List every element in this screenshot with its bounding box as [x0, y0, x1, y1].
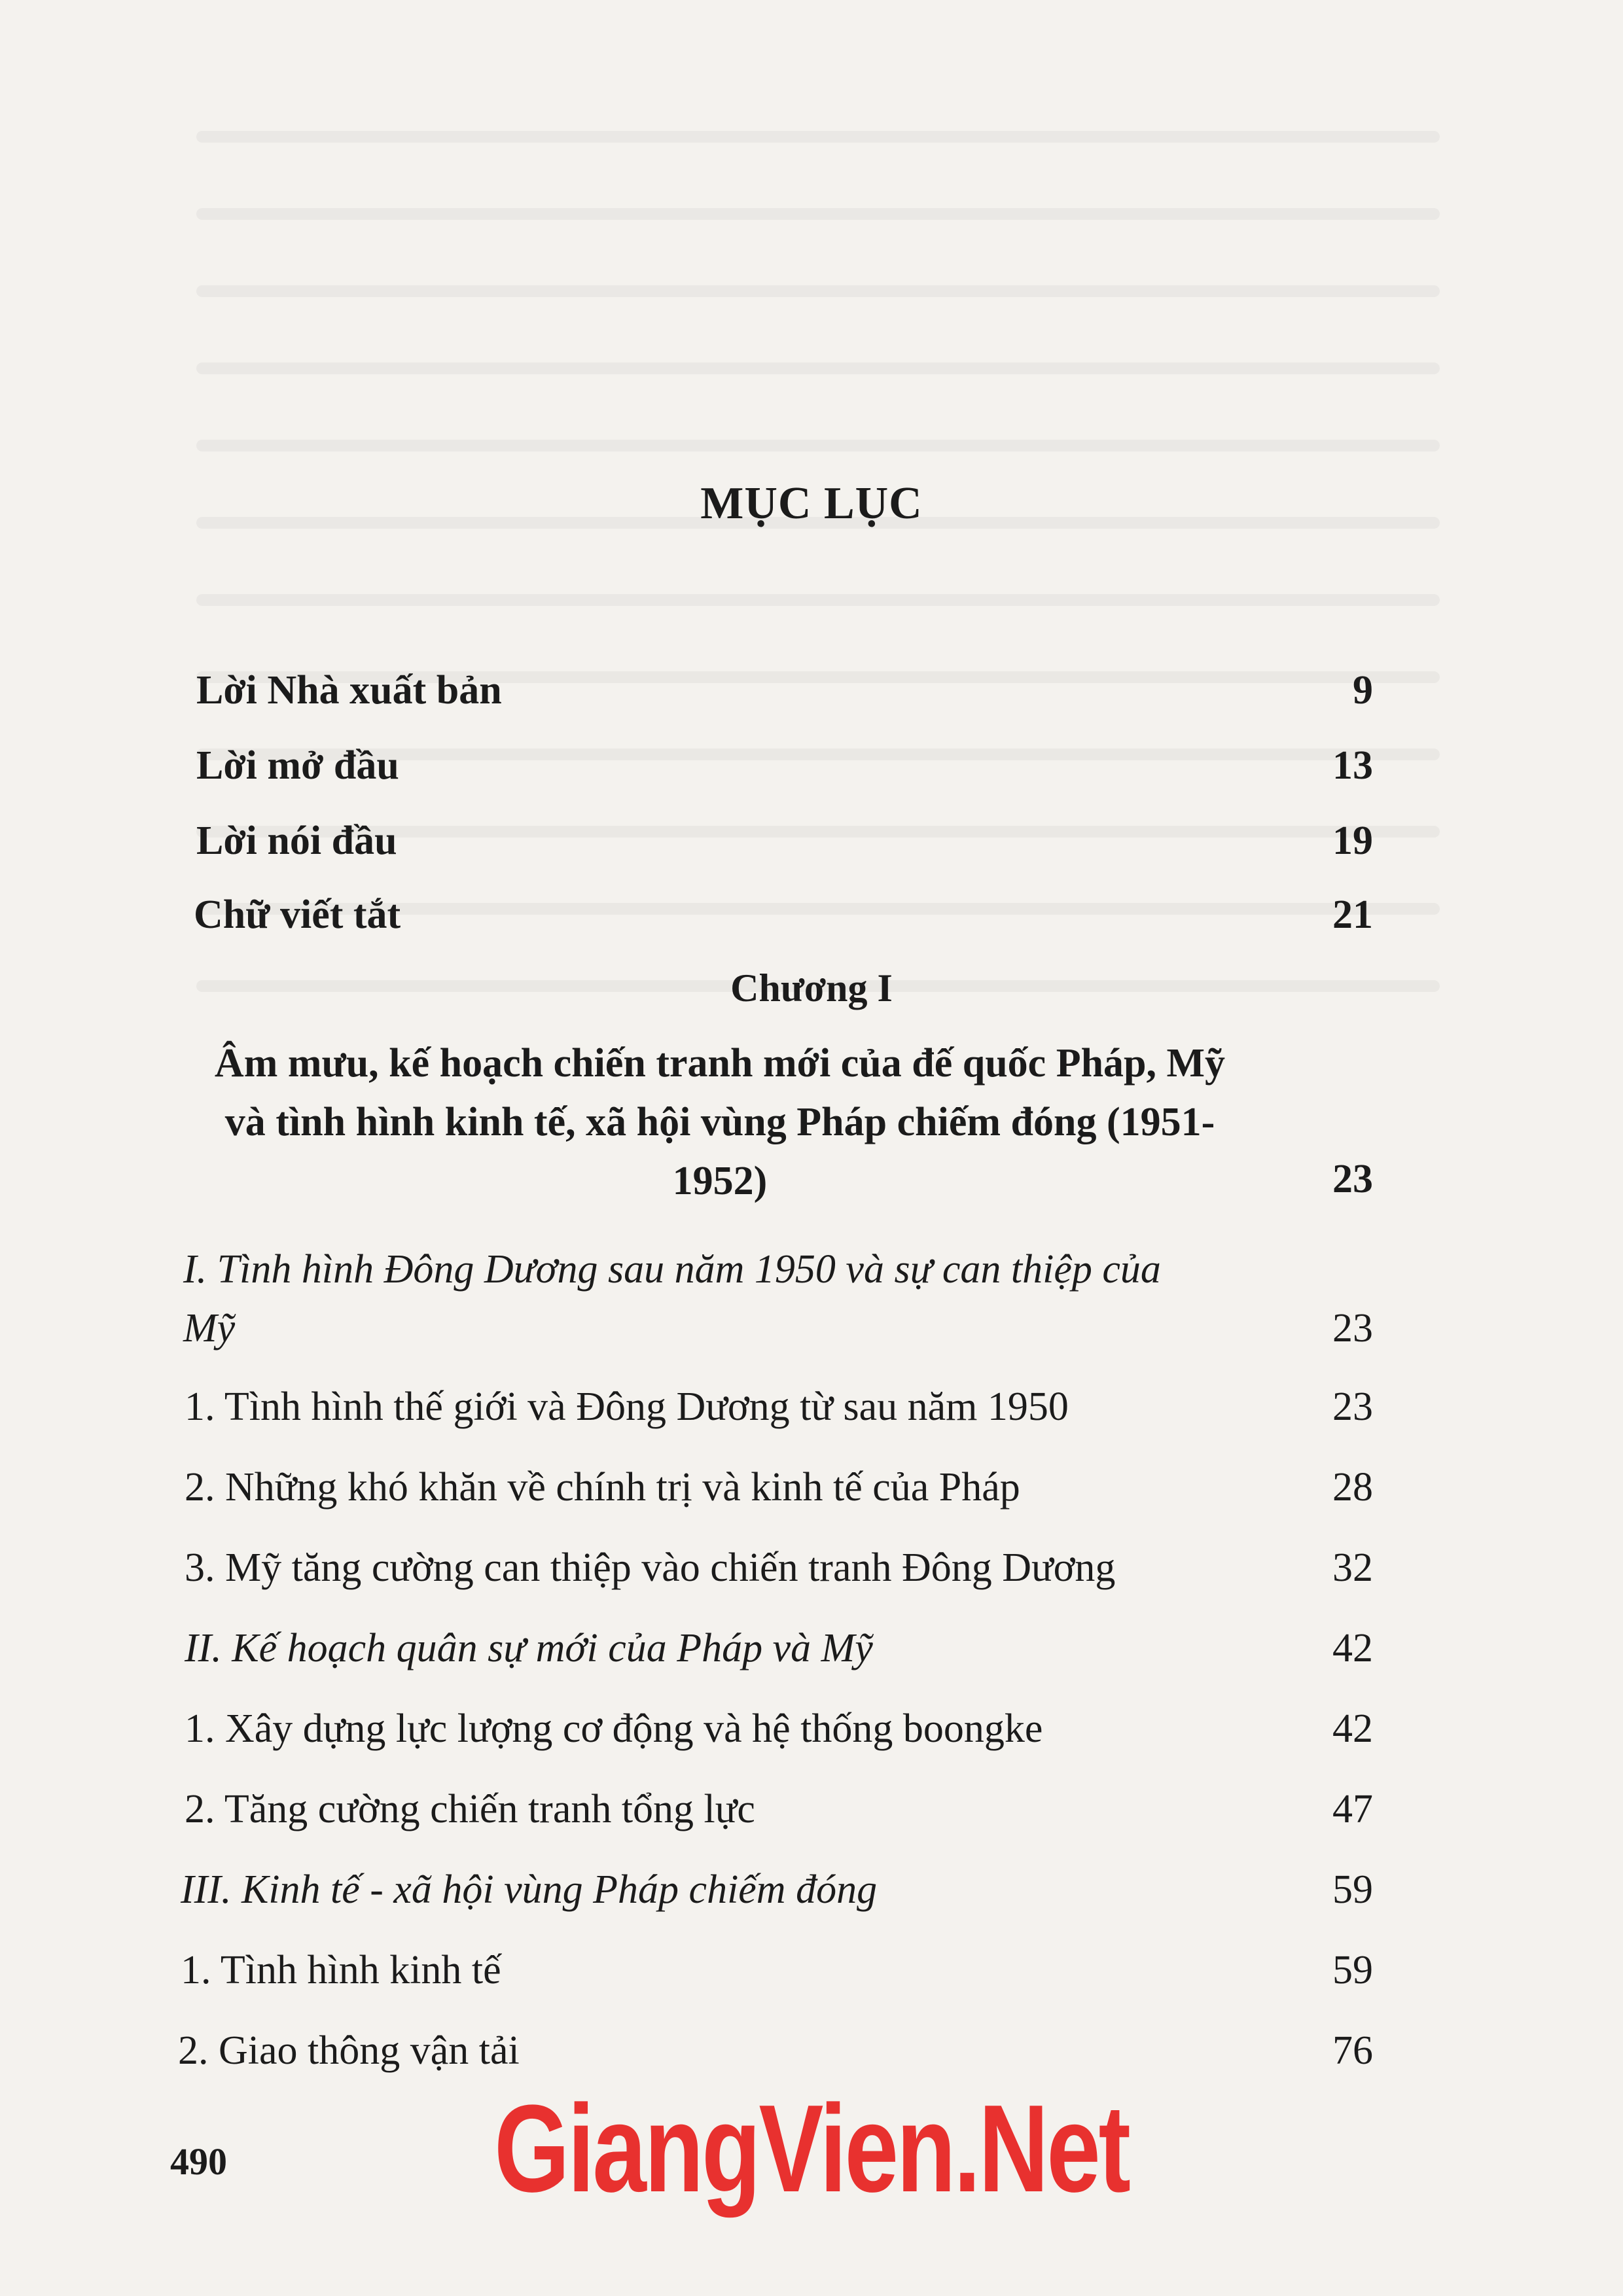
entry-label: 1. Xây dựng lực lượng cơ động và hệ thống boongke [185, 1706, 1043, 1751]
section-label: I. Tình hình Đông Dương sau năm 1950 và sự can thiệp của Mỹ [183, 1247, 1161, 1351]
toc-entry [0, 1783, 1623, 1855]
toc-entry [0, 1622, 1623, 1694]
entry-page: 13 [1332, 743, 1373, 788]
entry-label: 1. Tình hình thế giới và Đông Dương từ sau năm 1950 [185, 1385, 1069, 1429]
entry-page: 28 [1332, 1465, 1373, 1510]
toc-title: MỤC LỤC [700, 478, 923, 529]
entry-page: 42 [1332, 1706, 1373, 1751]
toc-entry [0, 1381, 1623, 1453]
entry-label: II. Kế hoạch quân sự mới của Pháp và Mỹ [185, 1626, 873, 1670]
entry-label: Lời nói đầu [196, 819, 397, 863]
entry-label: 1. Tình hình kinh tế [181, 1948, 501, 1992]
toc-entry [0, 815, 1623, 887]
entry-page: 21 [1332, 892, 1373, 937]
entry-label: Chữ viết tắt [194, 892, 401, 937]
toc-entry [0, 1944, 1623, 2016]
entry-page: 59 [1332, 1867, 1373, 1912]
entry-page: 23 [1332, 1385, 1373, 1429]
toc-entry [0, 664, 1623, 736]
entry-label: 2. Những khó khăn về chính trị và kinh tế của Pháp [185, 1465, 1020, 1510]
entry-label: Lời mở đầu [196, 743, 399, 788]
toc-entry [0, 1461, 1623, 1533]
entry-page: 19 [1332, 819, 1373, 863]
entry-page: 32 [1332, 1545, 1373, 1590]
chapter-number: Chương I [730, 966, 893, 1010]
entry-label: Lời Nhà xuất bản [196, 668, 502, 713]
watermark-logo: GiangVien.Net [494, 2079, 1129, 2218]
page-number: 490 [170, 2140, 227, 2183]
entry-page: 9 [1353, 668, 1373, 713]
entry-label: 2. Giao thông vận tải [178, 2028, 520, 2073]
toc-entry [0, 1542, 1623, 1614]
chapter-title: Âm mưu, kế hoạch chiến tranh mới của đế quốc Pháp, Mỹ và tình hình kinh tế, xã hội vùng Pháp chiếm đóng (1951-1952) [214, 1041, 1226, 1203]
section-page: 23 [1332, 1306, 1373, 1351]
chapter-page: 23 [1332, 1157, 1373, 1201]
toc-entry [0, 1863, 1623, 1935]
entry-label: 3. Mỹ tăng cường can thiệp vào chiến tranh Đông Dương [185, 1545, 1116, 1590]
entry-page: 47 [1332, 1787, 1373, 1831]
entry-label: 2. Tăng cường chiến tranh tổng lực [185, 1787, 755, 1831]
entry-page: 59 [1332, 1948, 1373, 1992]
toc-entry [0, 1703, 1623, 1775]
toc-entry [0, 739, 1623, 811]
entry-label: III. Kinh tế - xã hội vùng Pháp chiếm đóng [181, 1867, 878, 1912]
entry-page: 76 [1332, 2028, 1373, 2073]
entry-page: 42 [1332, 1626, 1373, 1670]
toc-entry [0, 889, 1623, 961]
